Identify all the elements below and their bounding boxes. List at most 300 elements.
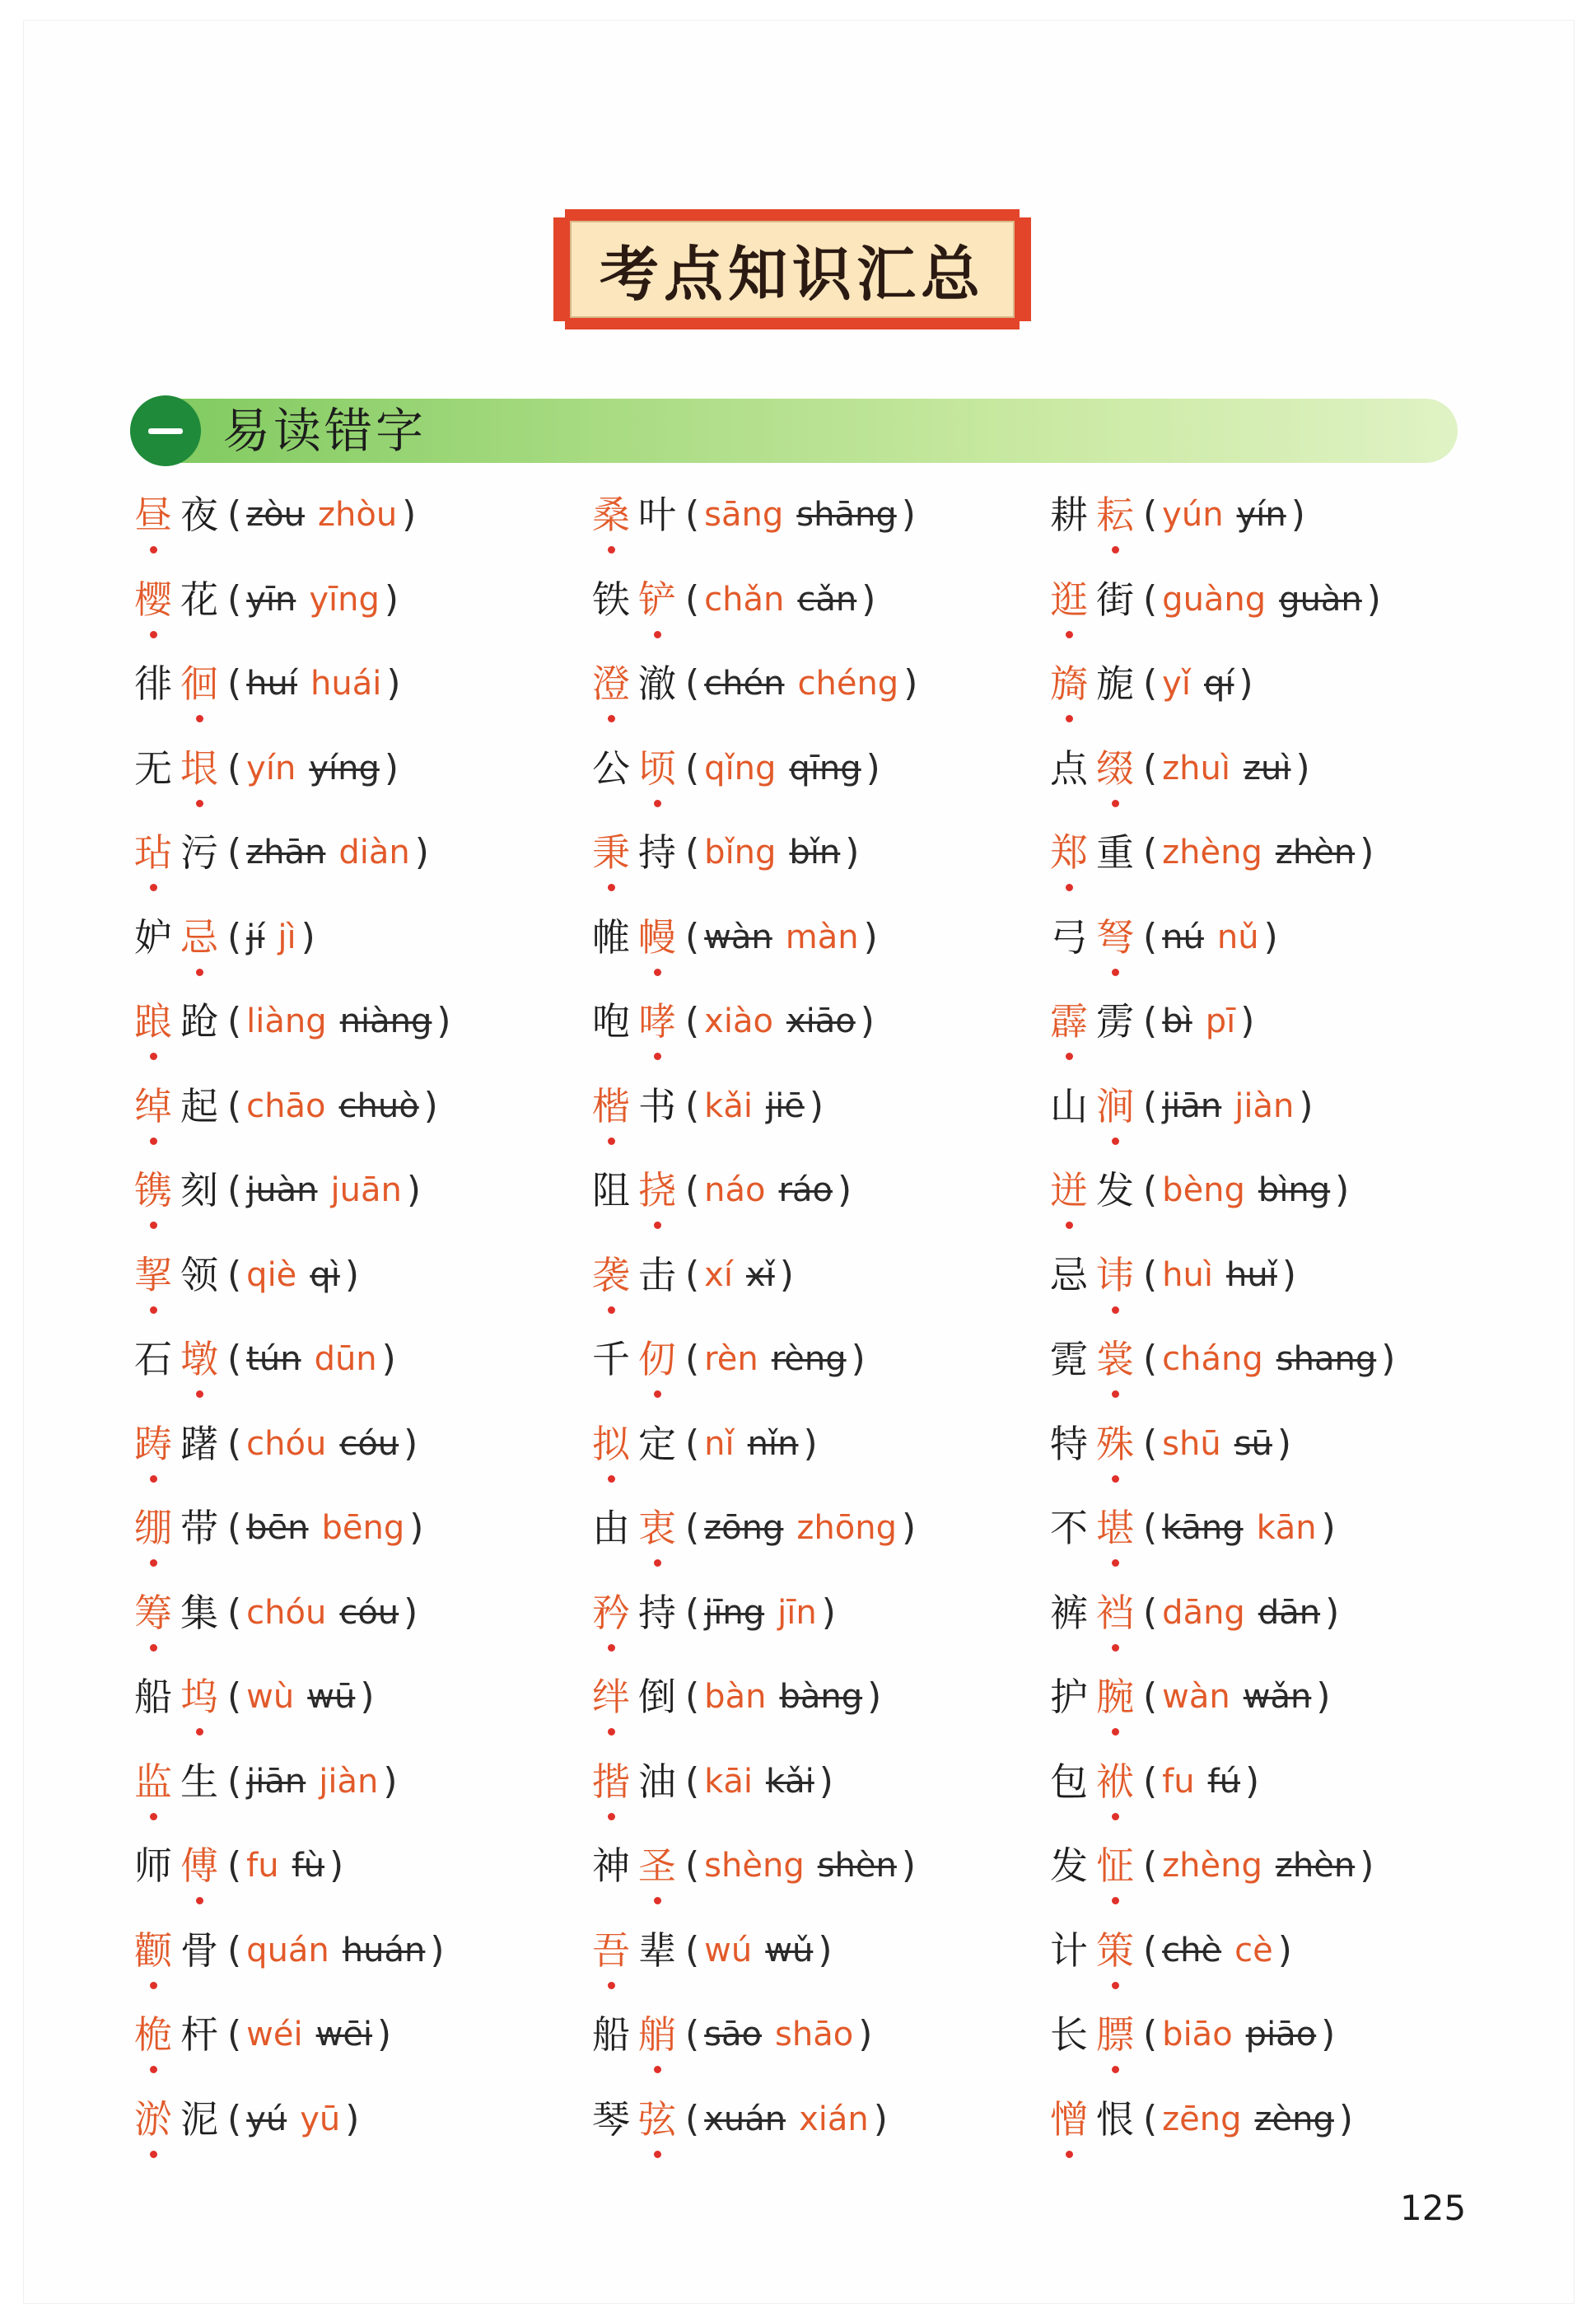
close-paren: ) (901, 493, 916, 535)
pinyin-options (704, 1670, 862, 1724)
open-paren: ( (685, 1507, 700, 1549)
word (588, 910, 680, 965)
pinyin-options (246, 1163, 402, 1217)
character: 琴 (592, 2096, 630, 2142)
character: 船 (134, 1675, 172, 1719)
correct-pinyin: kǎi (704, 1086, 753, 1125)
struck-pinyin: wǔ (765, 1931, 814, 1969)
open-paren: ( (685, 1759, 700, 1802)
word-column-1 (130, 488, 456, 2176)
open-paren: ( (685, 2097, 700, 2140)
word (130, 994, 222, 1049)
open-paren: ( (227, 1084, 242, 1127)
close-paren: ) (1366, 577, 1381, 620)
close-paren: ) (1263, 915, 1278, 958)
correct-pinyin: pī (1205, 1002, 1236, 1040)
open-paren: ( (1143, 2097, 1158, 2140)
character: 千 (592, 1337, 630, 1381)
correct-pinyin: biāo (1162, 2016, 1233, 2053)
word-entry (1046, 1501, 1400, 1586)
highlighted-character: 秉 (588, 825, 634, 880)
close-paren: ) (430, 1928, 445, 1971)
highlighted-character: 哮 (634, 994, 680, 1049)
correct-pinyin: yín (246, 749, 296, 787)
character: 持 (638, 1590, 676, 1635)
struck-pinyin: zhèn (1275, 834, 1356, 871)
correct-pinyin: màn (785, 918, 859, 956)
character: 定 (638, 1421, 676, 1466)
word-entry (130, 1586, 456, 1670)
correct-pinyin: xí (704, 1255, 733, 1294)
word (588, 1838, 680, 1893)
open-paren: ( (1143, 493, 1158, 535)
highlighted-character: 桑 (588, 488, 634, 542)
open-paren: ( (1143, 831, 1158, 873)
open-paren: ( (1143, 1507, 1158, 1549)
pinyin-options (246, 825, 410, 880)
highlighted-character: 昼 (130, 488, 176, 542)
word-entry (588, 572, 922, 657)
highlighted-character: 弦 (634, 2092, 680, 2147)
word-column-2 (588, 488, 922, 2176)
open-paren: ( (227, 1000, 242, 1042)
word-entry (1046, 1923, 1400, 2008)
close-paren: ) (818, 1928, 833, 1971)
open-paren: ( (685, 1591, 700, 1633)
highlighted-character: 圣 (634, 1838, 680, 1893)
struck-pinyin: chuò (338, 1086, 419, 1125)
word (130, 2092, 222, 2147)
word (588, 994, 680, 1049)
word (1046, 1754, 1138, 1809)
open-paren: ( (227, 1253, 242, 1296)
character: 恨 (1096, 2096, 1134, 2142)
open-paren: ( (1143, 1591, 1158, 1633)
highlighted-character: 耘 (1092, 488, 1138, 542)
open-paren: ( (1143, 577, 1158, 620)
highlighted-character: 艄 (634, 2007, 680, 2062)
correct-pinyin: sāng (704, 496, 784, 534)
word-entry (588, 1923, 922, 2008)
open-paren: ( (227, 1759, 242, 1802)
open-paren: ( (1143, 1253, 1158, 1296)
correct-pinyin: wéi (246, 2016, 303, 2053)
struck-pinyin: shèn (817, 1847, 897, 1885)
character: 骨 (180, 1927, 218, 1973)
highlighted-character: 铲 (634, 572, 680, 627)
word (130, 1248, 222, 1302)
pinyin-options (246, 572, 380, 627)
pinyin-options (704, 1923, 813, 1978)
word-entry (130, 1079, 456, 1164)
open-paren: ( (1143, 915, 1158, 958)
character: 特 (1050, 1421, 1088, 1466)
word (1046, 994, 1138, 1049)
open-paren: ( (685, 831, 700, 873)
highlighted-character: 踉 (130, 994, 176, 1049)
struck-pinyin: chén (704, 665, 785, 703)
struck-pinyin: yīn (246, 580, 296, 619)
correct-pinyin: juān (330, 1171, 402, 1209)
open-paren: ( (1143, 1169, 1158, 1211)
word-entry (1046, 1838, 1400, 1923)
struck-pinyin: cǎn (797, 580, 857, 619)
word (130, 910, 222, 965)
close-paren: ) (329, 1844, 344, 1886)
open-paren: ( (227, 2013, 242, 2055)
page-title: 考点知识汇总 (599, 239, 985, 309)
word (130, 1332, 222, 1386)
correct-pinyin: jiàn (1234, 1086, 1295, 1125)
struck-pinyin: bìng (1258, 1171, 1331, 1209)
open-paren: ( (1143, 746, 1158, 789)
struck-pinyin: yú (246, 2100, 287, 2138)
close-paren: ) (377, 2013, 392, 2055)
word (588, 1248, 680, 1302)
highlighted-character: 挈 (130, 1248, 176, 1302)
pinyin-options (246, 2092, 340, 2147)
word (1046, 2092, 1138, 2147)
word-entry (130, 1332, 456, 1417)
correct-pinyin: shèng (704, 1847, 805, 1885)
word (1046, 2007, 1138, 2062)
close-paren: ) (867, 1675, 882, 1717)
correct-pinyin: yǐ (1162, 665, 1191, 703)
correct-pinyin: chǎn (704, 580, 785, 619)
character: 石 (134, 1337, 172, 1381)
close-paren: ) (819, 1759, 833, 1802)
word (130, 1501, 222, 1555)
highlighted-character: 绊 (588, 1670, 634, 1724)
pinyin-options (1162, 910, 1258, 965)
character: 街 (1096, 577, 1134, 622)
struck-pinyin: shang (1276, 1340, 1377, 1378)
highlighted-character: 袭 (588, 1248, 634, 1302)
correct-pinyin: qiè (246, 1255, 297, 1294)
open-paren: ( (1143, 662, 1158, 704)
close-paren: ) (863, 915, 878, 958)
struck-pinyin: huǐ (1226, 1255, 1277, 1294)
close-paren: ) (1321, 1507, 1336, 1549)
struck-pinyin: juàn (246, 1171, 318, 1209)
close-paren: ) (360, 1675, 375, 1717)
correct-pinyin: zhèng (1162, 834, 1262, 871)
highlighted-character: 郑 (1046, 825, 1092, 880)
word (130, 2007, 222, 2062)
pinyin-options (1162, 825, 1355, 880)
open-paren: ( (227, 577, 242, 620)
correct-pinyin: xián (799, 2100, 869, 2138)
open-paren: ( (685, 1338, 700, 1380)
word-entry (1046, 1332, 1400, 1417)
pinyin-options (246, 1838, 324, 1893)
character: 不 (1050, 1506, 1088, 1550)
section-title: 易读错字 (222, 403, 427, 459)
word (1046, 1248, 1138, 1302)
struck-pinyin: jiān (1162, 1086, 1222, 1125)
character: 书 (638, 1083, 676, 1128)
word (1046, 1838, 1138, 1893)
character: 神 (592, 1843, 630, 1888)
word-entry (588, 1332, 922, 1417)
word-entry (1046, 994, 1400, 1079)
correct-pinyin: nǐ (704, 1424, 735, 1463)
character: 长 (1050, 2012, 1088, 2057)
close-paren: ) (873, 2097, 888, 2140)
word (130, 1923, 222, 1978)
open-paren: ( (685, 577, 700, 620)
word (130, 656, 222, 711)
word-entry (1046, 910, 1400, 995)
word-entry (588, 741, 922, 826)
highlighted-character: 拟 (588, 1417, 634, 1471)
pinyin-options (704, 488, 897, 542)
word-entry (1046, 2092, 1400, 2177)
open-paren: ( (1143, 1422, 1158, 1465)
close-paren: ) (406, 1169, 421, 1211)
open-paren: ( (685, 1169, 700, 1211)
correct-pinyin: yún (1162, 496, 1224, 534)
character: 带 (180, 1506, 218, 1550)
character: 公 (592, 745, 630, 791)
close-paren: ) (858, 2013, 873, 2055)
pinyin-options (246, 994, 432, 1049)
close-paren: ) (821, 1591, 836, 1633)
character: 徘 (134, 661, 172, 706)
pinyin-options (1162, 1163, 1330, 1217)
correct-pinyin: wú (704, 1931, 753, 1969)
highlighted-character: 桅 (130, 2007, 176, 2062)
highlighted-character: 怔 (1092, 1838, 1138, 1893)
struck-pinyin: sū (1234, 1424, 1272, 1463)
word-entry (588, 1248, 922, 1333)
word-entry (588, 1501, 922, 1586)
struck-pinyin: piāo (1245, 2016, 1317, 2053)
character: 跄 (180, 999, 218, 1044)
close-paren: ) (384, 577, 399, 620)
correct-pinyin: kān (1256, 1509, 1317, 1547)
word (1046, 656, 1138, 711)
correct-pinyin: rèn (704, 1340, 758, 1378)
word (588, 825, 680, 880)
struck-pinyin: bǐn (789, 834, 841, 871)
open-paren: ( (1143, 1675, 1158, 1717)
close-paren: ) (384, 746, 399, 789)
close-paren: ) (866, 746, 880, 789)
struck-pinyin: yíng (309, 749, 380, 787)
close-paren: ) (1325, 1591, 1340, 1633)
word-entry (1046, 1754, 1400, 1839)
section-number-dash-icon (148, 428, 183, 434)
highlighted-character: 樱 (130, 572, 176, 627)
word (1046, 910, 1138, 965)
correct-pinyin: huái (310, 665, 382, 703)
close-paren: ) (901, 1844, 917, 1886)
open-paren: ( (227, 1338, 242, 1380)
open-paren: ( (227, 1591, 242, 1633)
character: 发 (1050, 1843, 1088, 1888)
open-paren: ( (1143, 1759, 1158, 1802)
pinyin-options (1162, 1417, 1272, 1471)
correct-pinyin: jì (278, 918, 296, 956)
word (1046, 488, 1138, 542)
struck-pinyin: jí (246, 918, 265, 956)
struck-pinyin: chè (1162, 1931, 1222, 1969)
close-paren: ) (404, 1422, 418, 1465)
word-entry (130, 994, 456, 1079)
close-paren: ) (1360, 1844, 1374, 1886)
open-paren: ( (685, 746, 700, 789)
struck-pinyin: wàn (704, 918, 772, 956)
correct-pinyin: náo (704, 1171, 766, 1209)
character: 刻 (180, 1168, 218, 1212)
highlighted-character: 仞 (634, 1332, 680, 1386)
pinyin-options (704, 656, 898, 711)
character: 霓 (1050, 1337, 1088, 1381)
highlighted-character: 弩 (1092, 910, 1138, 965)
word (588, 2007, 680, 2062)
correct-pinyin: huì (1162, 1255, 1213, 1294)
character: 耕 (1050, 493, 1088, 537)
pinyin-options (704, 572, 856, 627)
word-entry (1046, 825, 1400, 910)
word (130, 1163, 222, 1217)
word (130, 1079, 222, 1133)
character: 发 (1096, 1168, 1134, 1212)
word (1046, 1079, 1138, 1133)
open-paren: ( (227, 1675, 242, 1717)
word (130, 1838, 222, 1893)
struck-pinyin: zhān (246, 834, 326, 871)
struck-pinyin: jiē (765, 1086, 805, 1125)
struck-pinyin: zōng (704, 1509, 784, 1547)
struck-pinyin: cóu (339, 1593, 399, 1632)
open-paren: ( (1143, 1084, 1158, 1127)
highlighted-character: 讳 (1092, 1248, 1138, 1302)
word (130, 1670, 222, 1724)
close-paren: ) (402, 493, 417, 535)
highlighted-character: 幔 (634, 910, 680, 965)
character: 裤 (1050, 1590, 1088, 1635)
character: 忌 (1050, 1252, 1088, 1297)
correct-pinyin: chéng (797, 665, 899, 703)
highlighted-character: 淤 (130, 2092, 176, 2147)
word-entry (1046, 1248, 1400, 1333)
pinyin-options (1162, 1501, 1316, 1555)
word-entry (1046, 1586, 1400, 1670)
struck-pinyin: wǎn (1243, 1678, 1312, 1716)
highlighted-character: 霹 (1046, 994, 1092, 1049)
pinyin-options (1162, 488, 1286, 542)
open-paren: ( (1143, 1928, 1158, 1971)
close-paren: ) (414, 831, 429, 873)
word-entry (588, 1754, 922, 1839)
word-entry (588, 910, 922, 995)
highlighted-character: 绷 (130, 1501, 176, 1555)
struck-pinyin: wū (307, 1678, 356, 1716)
open-paren: ( (685, 1253, 700, 1296)
struck-pinyin: zèng (1254, 2100, 1334, 2138)
open-paren: ( (685, 1084, 700, 1127)
pinyin-options (1162, 2092, 1334, 2147)
struck-pinyin: fú (1207, 1762, 1241, 1801)
word-entry (130, 741, 456, 826)
correct-pinyin: fu (1162, 1762, 1195, 1801)
correct-pinyin: chóu (246, 1424, 327, 1463)
open-paren: ( (227, 1928, 242, 1971)
open-paren: ( (685, 1675, 700, 1717)
word (588, 1417, 680, 1471)
title-inner (570, 221, 1015, 318)
highlighted-character: 涧 (1092, 1079, 1138, 1133)
word-entry (130, 2092, 456, 2177)
close-paren: ) (1281, 1253, 1296, 1296)
character: 领 (180, 1252, 218, 1297)
highlighted-character: 裳 (1092, 1332, 1138, 1386)
word-entry (1046, 656, 1400, 741)
highlighted-character: 筹 (130, 1586, 176, 1640)
pinyin-options (1162, 1248, 1277, 1302)
pinyin-options (704, 1501, 897, 1555)
pinyin-options (246, 1586, 399, 1640)
pinyin-options (1162, 1586, 1320, 1640)
close-paren: ) (779, 1253, 794, 1296)
character: 师 (134, 1843, 172, 1888)
character: 倒 (638, 1675, 676, 1719)
highlighted-character: 衷 (634, 1501, 680, 1555)
pinyin-options (704, 741, 861, 796)
highlighted-character: 踌 (130, 1417, 176, 1471)
character: 花 (180, 577, 218, 622)
open-paren: ( (685, 2013, 700, 2055)
character: 护 (1050, 1675, 1088, 1719)
word (588, 1163, 680, 1217)
word (1046, 1670, 1138, 1724)
highlighted-character: 墩 (176, 1332, 222, 1386)
highlighted-character: 袱 (1092, 1754, 1138, 1809)
character: 船 (592, 2012, 630, 2057)
word (1046, 1923, 1138, 1978)
highlighted-character: 旖 (1046, 656, 1092, 711)
word-entry (588, 1079, 922, 1164)
character: 山 (1050, 1083, 1088, 1128)
pinyin-options (704, 1417, 798, 1471)
character: 铁 (592, 577, 630, 622)
pinyin-options (704, 910, 858, 965)
correct-pinyin: cè (1234, 1931, 1273, 1969)
pinyin-options (1162, 1923, 1273, 1978)
character: 起 (180, 1083, 218, 1128)
highlighted-character: 矜 (588, 1586, 634, 1640)
correct-pinyin: yū (300, 2100, 341, 2138)
open-paren: ( (227, 1844, 242, 1886)
open-paren: ( (227, 662, 242, 704)
pinyin-options (1162, 1754, 1240, 1809)
close-paren: ) (381, 1338, 396, 1380)
word (1046, 1163, 1138, 1217)
highlighted-character: 吾 (588, 1923, 634, 1978)
word-entry (588, 2092, 922, 2177)
character: 点 (1050, 745, 1088, 791)
word (588, 1501, 680, 1555)
highlighted-character: 腕 (1092, 1670, 1138, 1724)
word-entry (588, 1838, 922, 1923)
character: 澈 (638, 661, 676, 706)
pinyin-options (246, 1670, 355, 1724)
pinyin-options (704, 825, 840, 880)
character: 旎 (1096, 661, 1134, 706)
character: 辈 (638, 1927, 676, 1973)
